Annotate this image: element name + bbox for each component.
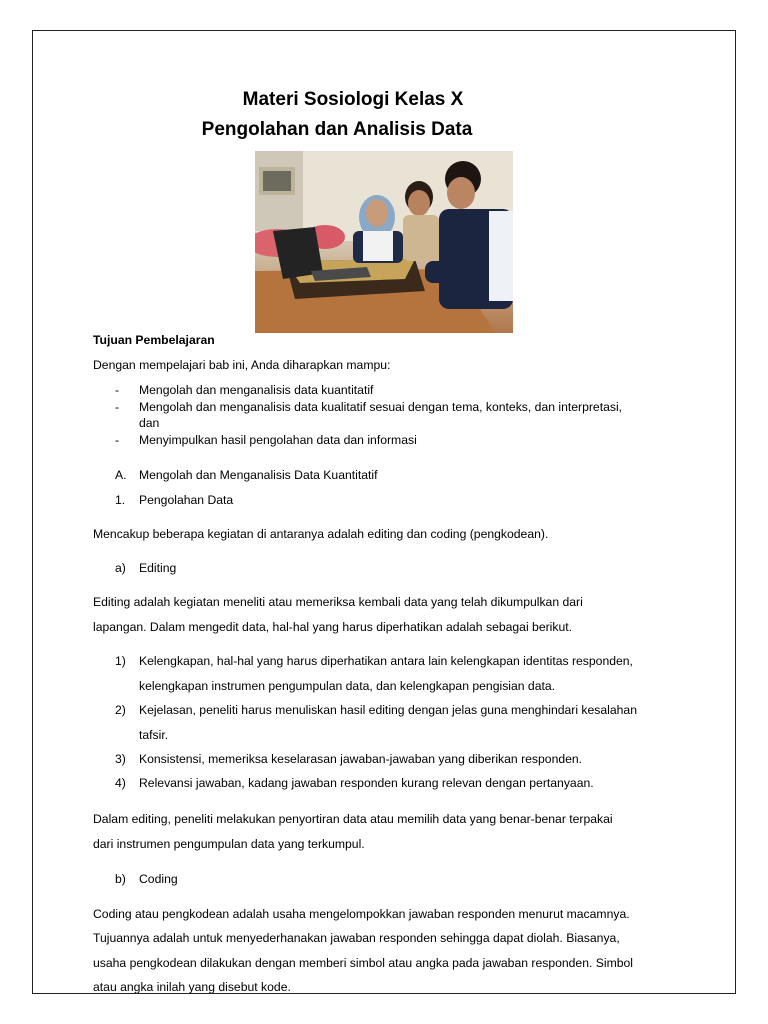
objectives-heading: Tujuan Pembelajaran [93,333,215,347]
editing-paragraph-line: Editing adalah kegiatan meneliti atau memeriksa kembali data yang telah dikumpulkan dari [93,595,583,609]
section-a-marker: A. [115,468,127,482]
editing-item-text: kelengkapan instrumen pengumpulan data, dan kelengkapan pengisian data. [139,679,556,693]
editing-item-text: Relevansi jawaban, kadang jawaban responden kurang relevan dengan pertanyaan. [139,776,594,790]
intro-paragraph: Mencakup beberapa kegiatan di antaranya adalah editing dan coding (pengkodean). [93,527,549,541]
list-item: Menyimpulkan hasil pengolahan data dan informasi [139,433,417,447]
editing-item-marker: 3) [115,752,126,766]
editing-item-marker: 2) [115,703,126,717]
section-a-title: Mengolah dan Menganalisis Data Kuantitatif [139,468,378,482]
objectives-intro: Dengan mempelajari bab ini, Anda diharapkan mampu: [93,358,391,372]
editing-paragraph-line: dari instrumen pengumpulan data yang terkumpul. [93,837,365,851]
sub-b-marker: b) [115,872,126,886]
coding-paragraph-line: usaha pengkodean dilakukan dengan memberi simbol atau angka pada jawaban responden. Simbol [93,956,634,970]
students-photo-illustration [255,151,513,333]
title-line-1: Materi Sosiologi Kelas X [242,89,464,110]
list-item: Mengolah dan menganalisis data kuantitatif [139,383,374,397]
sub-b-title: Coding [139,872,178,886]
editing-item-marker: 4) [115,776,126,790]
section-1-marker: 1. [115,493,126,507]
list-item: Mengolah dan menganalisis data kualitatif sesuai dengan tema, konteks, dan interpretasi, [139,400,623,414]
sub-a-marker: a) [115,561,126,575]
editing-item-text: Konsistensi, memeriksa keselarasan jawaban-jawaban yang diberikan responden. [139,752,583,766]
editing-paragraph-line: lapangan. Dalam mengedit data, hal-hal yang harus diperhatikan adalah sebagai berikut. [93,620,573,634]
sub-a-title: Editing [139,561,177,575]
coding-paragraph-line: Coding atau pengkodean adalah usaha mengelompokkan jawaban responden menurut macamnya. [93,907,630,921]
list-dash: - [115,400,120,414]
section-1-title: Pengolahan Data [139,493,234,507]
title-line-2: Pengolahan dan Analisis Data [201,119,473,140]
editing-paragraph-line: Dalam editing, peneliti melakukan penyortiran data atau memilih data yang benar-benar terpakai [93,812,613,826]
list-dash: - [115,383,120,397]
students-photo [255,151,513,333]
coding-paragraph-line: Tujuannya adalah untuk menyederhanakan jawaban responden sehingga dapat diolah. Biasanya, [93,931,620,945]
document-page [32,30,736,994]
editing-item-text: Kejelasan, peneliti harus menuliskan hasil editing dengan jelas guna menghindari kesalahan [139,703,637,717]
coding-paragraph-line: atau angka inilah yang disebut kode. [93,980,291,994]
editing-item-text: tafsir. [139,728,169,742]
list-dash: - [115,433,120,447]
editing-item-text: Kelengkapan, hal-hal yang harus diperhatikan antara lain kelengkapan identitas responden, [139,654,633,668]
list-item-continuation: dan [139,416,160,430]
editing-item-marker: 1) [115,654,126,668]
